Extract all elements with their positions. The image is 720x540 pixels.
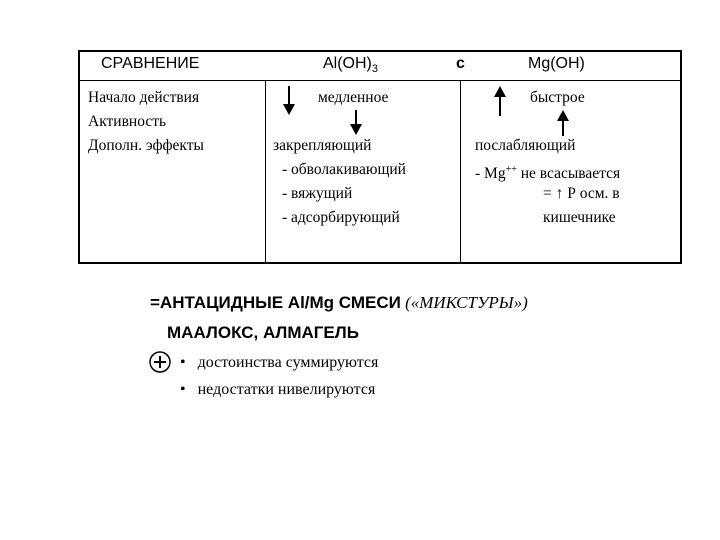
arrow-up-icon	[556, 110, 570, 136]
bullet-icon: •	[180, 381, 186, 398]
bullet-icon: •	[180, 354, 186, 371]
plus-circle-icon	[148, 350, 172, 374]
column-divider-1	[265, 80, 266, 264]
row-label-effects: Дополн. эффекты	[88, 137, 204, 154]
mg-effect-osmotic: = ↑ Р осм. в	[543, 185, 620, 202]
al-activity-value: закрепляющий	[273, 137, 372, 154]
mg-onset-value: быстрое	[530, 89, 585, 106]
header-al-hydroxide: $Al(OH)_3$	[323, 55, 379, 76]
al-effect-enveloping: - обволакивающий	[282, 161, 406, 178]
al-onset-value: медленное	[318, 89, 389, 106]
summary-title: =АНТАЦИДНЫЕ Al/Mg СМЕСИ («МИКСТУРЫ»)	[150, 293, 528, 312]
arrow-down-icon	[282, 86, 296, 116]
mg-effect-intestine: кишечнике	[543, 209, 616, 226]
list-item: • недостатки нивелируются	[180, 381, 376, 398]
row-label-onset: Начало действия	[88, 89, 200, 106]
row-label-activity: Активность	[88, 113, 167, 130]
al-effect-adsorbing: - адсорбирующий	[282, 209, 400, 226]
arrow-down-icon	[349, 110, 363, 136]
mg-activity-value: послабляющий	[475, 137, 576, 154]
header-comparison: СРАВНЕНИЕ	[101, 55, 200, 72]
header-mg-hydroxide: Mg(OH)	[528, 55, 585, 72]
mg-effect-not-absorbed: - Mg++ не всасывается	[475, 164, 621, 183]
table-header-divider	[78, 80, 682, 81]
header-with: с	[456, 55, 465, 72]
column-divider-2	[460, 80, 461, 264]
al-effect-astringent: - вяжущий	[282, 185, 353, 202]
summary-brands: МААЛОКС, АЛМАГЕЛЬ	[167, 323, 359, 342]
arrow-up-icon	[493, 86, 507, 116]
list-item: • достоинства суммируются	[180, 354, 379, 371]
